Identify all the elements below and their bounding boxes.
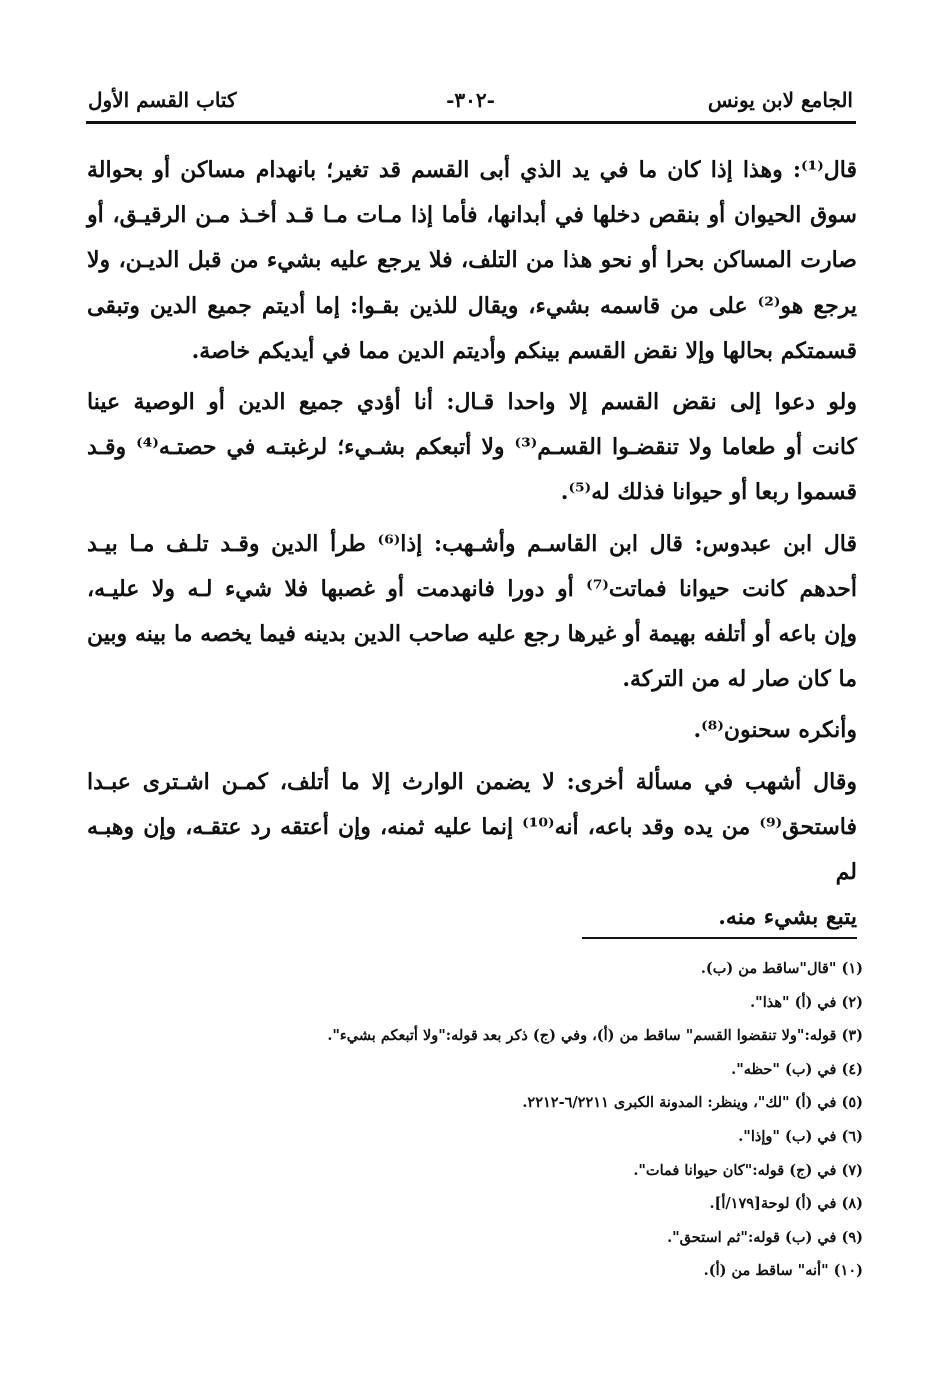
footnote-item: (٣) قوله:"ولا تنقضوا القسم" ساقط من (أ)، وفي (ج) ذكر بعد قوله:"ولا أتبعكم بشيء". bbox=[327, 1027, 863, 1045]
footnote-item: (٩) في (ب) قوله:"ثم استحق". bbox=[667, 1228, 863, 1246]
page-number: -٣٠٢- bbox=[446, 88, 495, 112]
text-line: يتبع بشيء منه. bbox=[718, 904, 857, 931]
header-divider bbox=[86, 121, 856, 124]
running-header bbox=[88, 88, 853, 120]
footnote-item: (٦) في (ب) "وإذا". bbox=[738, 1127, 863, 1145]
footnote-item: (٢) في (أ) "هذا". bbox=[750, 993, 863, 1011]
footnote-item: (٨) في (أ) لوحة[١٧٩/أ]. bbox=[709, 1195, 863, 1213]
main-text bbox=[87, 148, 857, 940]
text-line: يرجع هو⁽²⁾ على من قاسمه بشيء، ويقال للذين بقـوا: إما أديتم جميع الدين وتبقى bbox=[87, 292, 857, 319]
text-line: أحدهم كانت حيوانا فماتت⁽⁷⁾ أو دورا فانهدمت أو غصبها فلا شيء لـه ولا عليـه، bbox=[87, 575, 857, 602]
text-line: قال ابن عبدوس: قال ابن القاسـم وأشـهب: إذا⁽⁶⁾ طرأ الدين وقـد تلـف مـا بيـد bbox=[87, 530, 857, 557]
footnote-divider bbox=[582, 937, 857, 939]
text-line: قسمتكم بحالها وإلا نقض القسم بينكم وأديتم الدين مما في أيديكم خاصة. bbox=[191, 337, 857, 364]
text-line: قسموا ربعا أو حيوانا فذلك له⁽⁵⁾. bbox=[560, 479, 857, 506]
footnotes bbox=[93, 952, 863, 1288]
footnote-item: (٧) في (ج) قوله:"كان حيوانا فمات". bbox=[633, 1161, 863, 1179]
text-line: فاستحق⁽⁹⁾ من يده وقد باعه، أنه⁽¹⁰⁾ إنما عليه ثمنه، وإن أعتقه رد عتقـه، وإن وهبـه لم bbox=[87, 813, 857, 886]
footnote-item: (١) "قال"ساقط من (ب). bbox=[700, 960, 863, 977]
footnote-item: (٥) في (أ) "لك"، وينظر: المدونة الكبرى ٦/٢٢١١-٢٢١٢. bbox=[522, 1094, 863, 1112]
text-line: ما كان صار له من التركة. bbox=[622, 666, 857, 693]
footnote-item: (١٠) "أنه" ساقط من (أ). bbox=[703, 1262, 863, 1280]
text-line: وأنكره سحنون⁽⁸⁾. bbox=[693, 717, 857, 744]
text-line: صارت المساكن بحرا أو نحو هذا من التلف، فلا يرجع عليه بشيء من قبل الديـن، ولا bbox=[87, 247, 857, 274]
text-line: سوق الحيوان أو بنقص دخلها في أبدانها، فأما إذا مـات مـا قـد أخـذ مـن الرقيـق، أو bbox=[87, 202, 857, 229]
text-line: وإن باعه أو أتلفه بهيمة أو غيرها رجع عليه صاحب الدين بدينه فيما يخصه ما بينه وبين bbox=[87, 621, 857, 648]
header-book-title: الجامع لابن يونس bbox=[707, 88, 853, 112]
text-line: قال⁽¹⁾: وهذا إذا كان ما في يد الذي أبى القسم قد تغير؛ بانهدام مساكن أو بحوالة bbox=[87, 157, 857, 183]
text-line: وقال أشهب في مسألة أخرى: لا يضمن الوارث إلا ما أتلف، كمـن اشـترى عبـدا bbox=[87, 768, 857, 795]
footnote-item: (٤) في (ب) "حظه". bbox=[731, 1060, 863, 1078]
text-line: كانت أو طعاما ولا تنقضـوا القسـم⁽³⁾ ولا أتبعكم بشـيء؛ لرغبتـه في حصتـه⁽⁴⁾ وقـد bbox=[87, 434, 857, 461]
text-line: ولو دعوا إلى نقض القسم إلا واحدا قـال: أنا أؤدي جميع الدين أو الوصية عينا bbox=[87, 389, 857, 416]
header-section-title: كتاب القسم الأول bbox=[88, 88, 237, 112]
